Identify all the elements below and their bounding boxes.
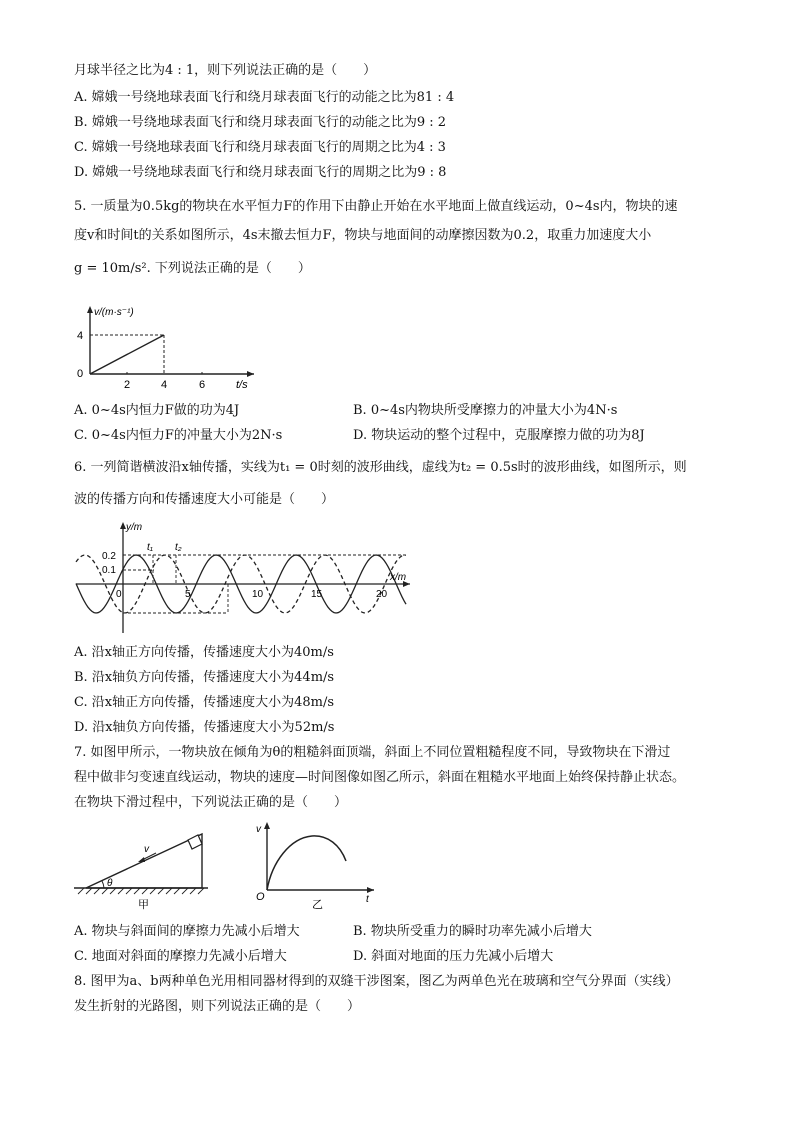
q7-stem-line2: 程中做非匀变速直线运动，物块的速度—时间图像如图乙所示，斜面在粗糙水平地面上始终保持静止状态。 (74, 770, 686, 785)
q6-graph-xlabel: x/m (390, 572, 407, 583)
q7-stem-line1: 7. 如图甲所示，一物块放在倾角为θ的粗糙斜面顶端，斜面上不同位置粗糙程度不同，导致物块在下滑过 (74, 745, 671, 760)
q7-figure-jia-caption: 甲 (138, 899, 149, 911)
q6-graph-xtick: 10 (252, 589, 264, 600)
q7-option-d: D. 斜面对地面的压力先减小后增大 (353, 949, 554, 964)
q8-stem-line1: 8. 图甲为a、b两种单色光用相同器材得到的双缝干涉图案，图乙为两单色光在玻璃和空气分界面（实线） (74, 974, 679, 989)
q6-stem-line1: 6. 一列简谐横波沿x轴传播，实线为t₁ = 0时刻的波形曲线，虚线为t₂ = 0.5s时的波形曲线，如图所示，则 (74, 460, 687, 475)
q6-graph-t1-label: t₁ (147, 542, 153, 553)
q6-graph-ytick-0.1: 0.1 (102, 565, 116, 576)
q6-option-a: A. 沿x轴正方向传播，传播速度大小为40m/s (74, 645, 334, 660)
q5-graph-xtick: 4 (161, 379, 168, 391)
q5-stem-line3: g = 10m/s². 下列说法正确的是（ ） (74, 261, 311, 276)
q7-velocity-label: v (144, 844, 149, 855)
q6-graph-ytick-0.2: 0.2 (102, 551, 116, 562)
q6-graph-ylabel: y/m (126, 522, 143, 533)
q4-option-c: C. 嫦娥一号绕地球表面飞行和绕月球表面飞行的周期之比为4 : 3 (74, 140, 446, 155)
q6-option-b: B. 沿x轴负方向传播，传播速度大小为44m/s (74, 670, 335, 685)
q6-graph-t2-label: t₂ (175, 542, 182, 553)
q5-option-b: B. 0~4s内物块所受摩擦力的冲量大小为4N·s (353, 403, 618, 418)
q7-graph-origin: O (256, 891, 265, 903)
q5-graph-ytick: 4 (77, 330, 84, 342)
q5-option-d: D. 物块运动的整个过程中，克服摩擦力做的功为8J (353, 428, 645, 443)
q4-option-d: D. 嫦娥一号绕地球表面飞行和绕月球表面飞行的周期之比为9 : 8 (74, 165, 447, 180)
q6-wave-graph (74, 518, 414, 636)
q5-option-c: C. 0~4s内恒力F的冲量大小为2N·s (74, 428, 283, 443)
q4-stem-tail: 月球半径之比为4 : 1，则下列说法正确的是（ ） (74, 63, 377, 78)
q6-graph-origin: 0 (116, 589, 122, 600)
q6-graph-xtick: 5 (185, 589, 191, 600)
q5-graph-xtick: 2 (124, 379, 131, 391)
q6-option-c: C. 沿x轴正方向传播，传播速度大小为48m/s (74, 695, 335, 710)
q4-option-a: A. 嫦娥一号绕地球表面飞行和绕月球表面飞行的动能之比为81 : 4 (74, 90, 455, 105)
q7-stem-line3: 在物块下滑过程中，下列说法正确的是（ ） (74, 795, 348, 810)
q5-velocity-time-graph (74, 300, 264, 392)
q5-option-a: A. 0~4s内恒力F做的功为4J (74, 403, 240, 418)
q7-option-b: B. 物块所受重力的瞬时功率先减小后增大 (353, 924, 592, 939)
q7-velocity-time-graph-yi (250, 820, 380, 914)
q7-option-a: A. 物块与斜面间的摩擦力先减小后增大 (74, 924, 300, 939)
q6-graph-xtick: 20 (376, 589, 388, 600)
q4-option-b: B. 嫦娥一号绕地球表面飞行和绕月球表面飞行的动能之比为9 : 2 (74, 115, 447, 130)
q7-graph-xlabel: t (366, 894, 369, 905)
q7-incline-diagram-jia (74, 824, 214, 914)
q7-theta-label: θ (107, 878, 113, 889)
q7-graph-ylabel: v (256, 824, 261, 835)
q6-stem-line2: 波的传播方向和传播速度大小可能是（ ） (74, 492, 335, 507)
q5-stem-line1: 5. 一质量为0.5kg的物块在水平恒力F的作用下由静止开始在水平地面上做直线运动，0~4s内，物块的速 (74, 199, 678, 214)
q5-graph-xtick: 6 (199, 379, 206, 391)
q7-option-c: C. 地面对斜面的摩擦力先减小后增大 (74, 949, 287, 964)
q5-graph-origin: 0 (77, 368, 84, 380)
q6-graph-xtick: 15 (311, 589, 323, 600)
q5-graph-ylabel: v/(m·s⁻¹) (94, 307, 134, 318)
q6-option-d: D. 沿x轴负方向传播，传播速度大小为52m/s (74, 720, 335, 735)
q5-graph-xlabel: t/s (236, 379, 248, 391)
q5-stem-line2: 度v和时间t的关系如图所示，4s末撤去恒力F，物块与地面间的动摩擦因数为0.2，取重力加速度大小 (74, 228, 652, 243)
q7-figure-yi-caption: 乙 (312, 899, 323, 911)
q8-stem-line2: 发生折射的光路图，则下列说法正确的是（ ） (74, 999, 361, 1014)
